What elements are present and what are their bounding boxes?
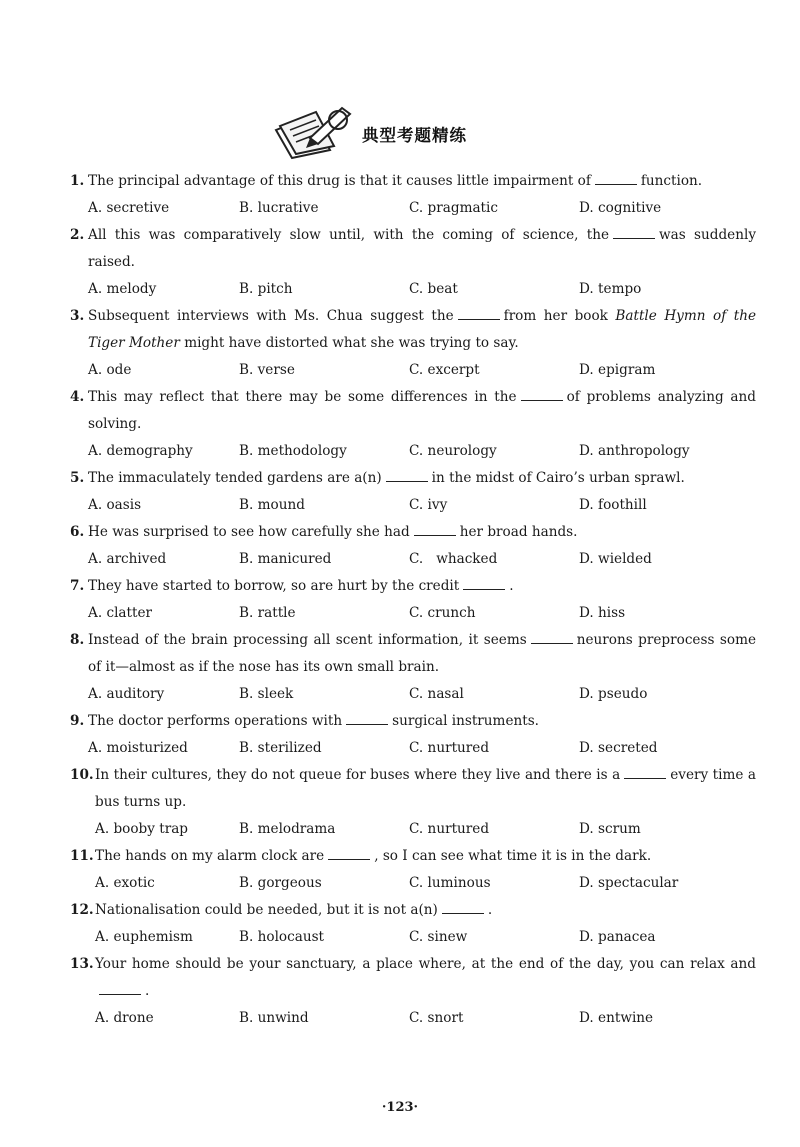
question-item: [70, 573, 756, 627]
question-stem: Subsequent interviews with Ms. Chua suggest the from her book Battle Hymn of the Tiger Mother might have distorted what she was trying to say.: [88, 308, 756, 351]
question-stem: Your home should be your sanctuary, a place where, at the end of the day, you can relax and.: [95, 956, 756, 999]
option: B. methodology: [239, 443, 347, 459]
answer-blank: [346, 712, 388, 725]
option: A. moisturized: [88, 740, 188, 756]
option: B. gorgeous: [239, 875, 322, 891]
option-row: [70, 870, 756, 897]
question-number: 3.: [70, 308, 85, 324]
answer-blank: [521, 388, 563, 401]
question-stem: The principal advantage of this drug is that it causes little impairment of function.: [88, 173, 703, 189]
option: C. ivy: [409, 497, 448, 513]
option: B. rattle: [239, 605, 296, 621]
option: B. unwind: [239, 1010, 309, 1026]
option: B. manicured: [239, 551, 332, 567]
option: B. sleek: [239, 686, 294, 702]
option: B. pitch: [239, 281, 293, 297]
question-number: 5.: [70, 470, 85, 486]
question-number: 7.: [70, 578, 85, 594]
option: C. luminous: [409, 875, 491, 891]
question-number: 11.: [70, 848, 94, 864]
option: A. secretive: [88, 200, 170, 216]
question-number: 4.: [70, 389, 85, 405]
option: A. ode: [88, 362, 132, 378]
option-row: [70, 735, 756, 762]
option: C. beat: [409, 281, 458, 297]
question-number: 9.: [70, 713, 85, 729]
option: B. sterilized: [239, 740, 322, 756]
question-item: [70, 168, 756, 222]
option: A. booby trap: [95, 821, 188, 837]
option: D. foothill: [579, 497, 647, 513]
option: B. lucrative: [239, 200, 319, 216]
question-list: [70, 168, 756, 1032]
option: D. entwine: [579, 1010, 654, 1026]
question-number: 12.: [70, 902, 94, 918]
answer-blank: [531, 631, 573, 644]
question-number: 1.: [70, 173, 85, 189]
answer-blank: [328, 847, 370, 860]
answer-blank: [386, 469, 428, 482]
question-number: 2.: [70, 227, 85, 243]
option: A. euphemism: [95, 929, 193, 945]
option-row: [70, 924, 756, 951]
option: B. holocaust: [239, 929, 325, 945]
question-item: [70, 222, 756, 303]
answer-blank: [99, 982, 141, 995]
option: A. melody: [88, 281, 157, 297]
question-number: 10.: [70, 767, 94, 783]
option: D. tempo: [579, 281, 642, 297]
option: C. crunch: [409, 605, 476, 621]
option: C. whacked: [409, 551, 498, 567]
option: C. nasal: [409, 686, 464, 702]
question-stem: They have started to borrow, so are hurt by the credit .: [88, 578, 514, 594]
answer-blank: [624, 766, 666, 779]
option-row: [70, 546, 756, 573]
answer-blank: [442, 901, 484, 914]
option: C. excerpt: [409, 362, 480, 378]
option-row: [70, 681, 756, 708]
option: D. anthropology: [579, 443, 690, 459]
question-number: 6.: [70, 524, 85, 540]
option: C. nurtured: [409, 740, 490, 756]
option: A. exotic: [95, 875, 155, 891]
option: C. neurology: [409, 443, 497, 459]
question-stem: Nationalisation could be needed, but it is not a(n) .: [95, 902, 493, 918]
option: D. epigram: [579, 362, 656, 378]
option: D. secreted: [579, 740, 658, 756]
question-item: [70, 465, 756, 519]
question-stem: The immaculately tended gardens are a(n) in the midst of Cairo’s urban sprawl.: [88, 470, 685, 486]
question-item: [70, 762, 756, 843]
option: D. panacea: [579, 929, 656, 945]
answer-blank: [414, 523, 456, 536]
option: A. auditory: [88, 686, 165, 702]
section-header: [0, 96, 800, 166]
option-row: [70, 195, 756, 222]
option-row: [70, 357, 756, 384]
option: D. hiss: [579, 605, 626, 621]
question-item: [70, 627, 756, 708]
option: C. snort: [409, 1010, 464, 1026]
book-title: Battle Hymn of the Tiger Mother: [88, 308, 756, 351]
option: C. nurtured: [409, 821, 490, 837]
question-number: 13.: [70, 956, 94, 972]
question-stem: In their cultures, they do not queue for buses where they live and there is a every time a bus turns up.: [95, 767, 756, 810]
option: B. mound: [239, 497, 305, 513]
question-item: [70, 708, 756, 762]
option: A. drone: [95, 1010, 154, 1026]
answer-blank: [463, 577, 505, 590]
option: A. demography: [88, 443, 193, 459]
answer-blank: [458, 307, 500, 320]
option-row: [70, 1005, 756, 1032]
option: D. wielded: [579, 551, 652, 567]
option: A. clatter: [88, 605, 152, 621]
option: B. melodrama: [239, 821, 336, 837]
notebook-pen-icon: [272, 100, 358, 162]
question-item: [70, 897, 756, 951]
option-row: [70, 276, 756, 303]
answer-blank: [613, 226, 655, 239]
question-stem: The hands on my alarm clock are , so I can see what time it is in the dark.: [95, 848, 652, 864]
option: A. archived: [88, 551, 167, 567]
option-row: [70, 600, 756, 627]
answer-blank: [595, 172, 637, 185]
option-row: [70, 492, 756, 519]
question-item: [70, 519, 756, 573]
option: C. pragmatic: [409, 200, 498, 216]
question-stem: All this was comparatively slow until, with the coming of science, the was suddenly raised.: [88, 227, 756, 270]
option: D. pseudo: [579, 686, 648, 702]
question-item: [70, 384, 756, 465]
question-item: [70, 951, 756, 1032]
question-stem: Instead of the brain processing all scent information, it seems neurons preprocess some of it—almost as if the nose has its own small brain.: [88, 632, 757, 675]
option-row: [70, 816, 756, 843]
option: C. sinew: [409, 929, 468, 945]
option: B. verse: [239, 362, 295, 378]
option: D. scrum: [579, 821, 641, 837]
question-number: 8.: [70, 632, 85, 648]
section-title: 典型考题精练: [362, 126, 467, 145]
question-stem: The doctor performs operations with surgical instruments.: [88, 713, 540, 729]
option-row: [70, 438, 756, 465]
option: A. oasis: [88, 497, 142, 513]
question-stem: He was surprised to see how carefully she had her broad hands.: [88, 524, 578, 540]
question-stem: This may reflect that there may be some differences in the of problems analyzing and solving.: [88, 389, 756, 432]
option: D. spectacular: [579, 875, 679, 891]
question-item: [70, 303, 756, 384]
question-item: [70, 843, 756, 897]
page-number: ·123·: [381, 1100, 419, 1115]
option: D. cognitive: [579, 200, 662, 216]
